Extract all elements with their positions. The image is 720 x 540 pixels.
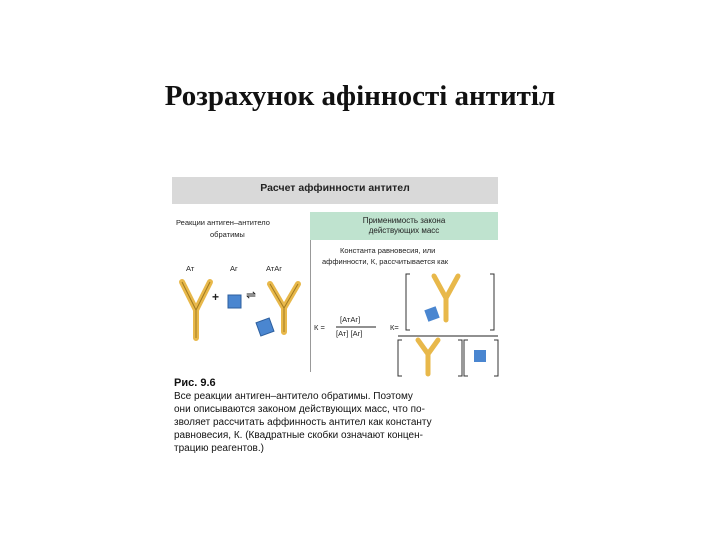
left-title-line2: обратимы bbox=[210, 230, 245, 239]
label-complex: АтАг bbox=[266, 264, 283, 273]
label-antibody: Ат bbox=[186, 264, 195, 273]
caption-line4: равновесия, К. (Квадратные скобки означают концен- bbox=[174, 430, 423, 441]
right-head-line2: действующих масс bbox=[368, 226, 440, 235]
equilibrium-arrow: ⇌ bbox=[246, 288, 257, 302]
right-head-line1: Применимость закона bbox=[362, 216, 446, 225]
caption-line2: они описываются законом действующих масс, что по- bbox=[174, 404, 425, 415]
plus-sign: + bbox=[212, 290, 220, 304]
label-antigen: Аг bbox=[230, 264, 238, 273]
caption-line5: трацию реагентов.) bbox=[174, 443, 264, 454]
right-text-line1: Константа равновесия, или bbox=[340, 246, 436, 255]
caption-line1: Все реакции антиген–антитело обратимы. Поэтому bbox=[174, 391, 413, 402]
antigen-icon bbox=[228, 295, 242, 309]
figure-caption bbox=[174, 377, 504, 455]
caption-title: Рис. 9.6 bbox=[174, 377, 216, 389]
pictorial-formula-icon bbox=[398, 268, 498, 378]
right-panel bbox=[310, 212, 498, 372]
formula-k-label-pictorial: К= bbox=[390, 323, 399, 332]
right-panel-head bbox=[310, 212, 498, 240]
slide-title: Розрахунок афінності антитіл bbox=[164, 80, 556, 112]
fraction-bar bbox=[336, 326, 376, 328]
right-text-line2: аффинности, К, рассчитывается как bbox=[322, 257, 449, 266]
caption-line3: зволяет рассчитать аффинность антител как константу bbox=[174, 417, 432, 428]
formula-k-label: К = bbox=[314, 323, 325, 332]
left-title-line1: Реакции антиген–антитело bbox=[176, 218, 270, 227]
formula-numerator: [АтАг] bbox=[340, 315, 361, 324]
formula-denominator: [Ат] [Аг] bbox=[336, 329, 363, 338]
figure-9-6 bbox=[172, 177, 508, 467]
left-panel bbox=[172, 212, 311, 372]
antibody-icon bbox=[176, 280, 216, 340]
antibody-antigen-complex-icon bbox=[262, 282, 306, 352]
figure-header: Расчет аффинности антител bbox=[172, 177, 498, 204]
